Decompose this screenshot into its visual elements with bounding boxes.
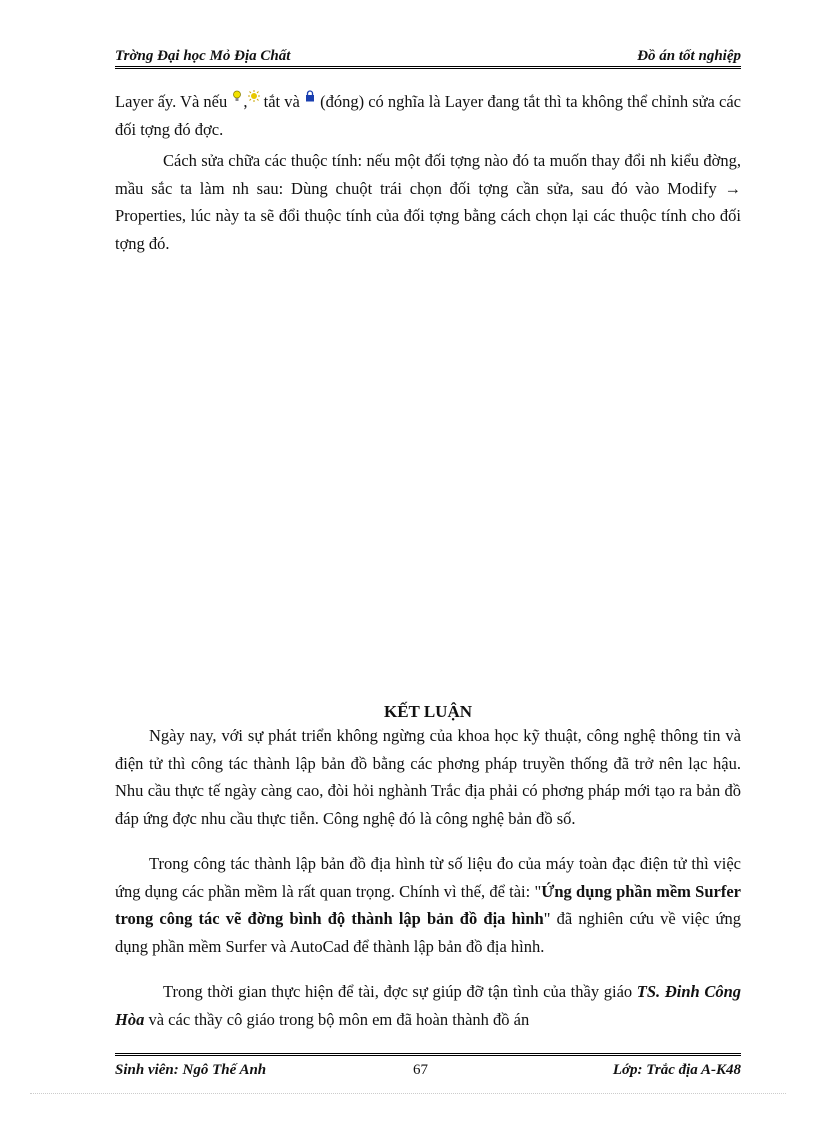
- conclusion-paragraph-2: Trong công tác thành lập bản đồ địa hình từ số liệu đo của máy toàn đạc điện tử thì việc ứng dụng các phần mềm là rất quan trọng. Chính vì thế, để tài: "Ứng dụng phần mềm Surfer trong công tác vẽ đờng bình độ thành lập bản đồ địa hình" đã nghiên cứu về việc ứng dụng phần mềm Surfer và AutoCad để thành lập bản đồ địa hình.: [115, 854, 742, 956]
- lightbulb-icon: [231, 90, 243, 102]
- header-doc-type: Đồ án tốt nghiệp: [637, 48, 741, 64]
- page-header: [115, 48, 741, 66]
- header-university: Trờng Đại học Mỏ Địa Chất: [115, 48, 291, 64]
- header-rule: [115, 66, 741, 69]
- advisor-name: TS. Đinh Công Hòa: [115, 982, 741, 1029]
- paragraph-edit-properties: Cách sửa chữa các thuộc tính: nếu một đối tợng nào đó ta muốn thay đổi nh kiểu đờng, mầu sắc ta làm nh sau: Dùng chuột trái chọn đối tợng cần sửa, sau đó vào Modify → Properties, lúc này ta sẽ đổi thuộc tính của đối tợng bằng cách chọn lại các thuộc tính cho đối tợng đó.: [115, 151, 741, 253]
- page-edge-divider: [30, 1093, 786, 1094]
- footer-rule: [115, 1053, 741, 1056]
- page-number: 67: [413, 1062, 428, 1078]
- arrow-right-icon: →: [724, 178, 741, 198]
- footer-student: Sinh viên: Ngô Thế Anh: [115, 1062, 267, 1078]
- conclusion-heading: KẾT LUẬN: [383, 702, 472, 721]
- paragraph-layer-state: Layer ấy. Và nếu , tắt và (đóng) có nghĩa là Layer đang tắt thì ta không thể chỉnh sửa các đối tợng đó đợc.: [115, 92, 741, 139]
- conclusion-paragraph-1: Ngày nay, với sự phát triển không ngừng của khoa học kỹ thuật, công nghệ thông tin và điện tử thì công tác thành lập bản đồ bằng các phơng pháp truyền thống đã trở nên lạc hậu. Nhu cầu thực tế ngày càng cao, đòi hỏi nghành Trắc địa phải có phơng pháp mới tạo ra bản đồ đáp ứng đợc nhu cầu thực tiễn. Công nghệ đó là công nghệ bản đồ số.: [115, 726, 741, 828]
- conclusion-paragraph-3: Trong thời gian thực hiện để tài, đợc sự giúp đỡ tận tình của thầy giáo TS. Đinh Công Hòa và các thầy cô giáo trong bộ môn em đã hoàn thành đồ án: [115, 982, 741, 1029]
- footer-class: Lớp: Trắc địa A-K48: [612, 1062, 741, 1078]
- thesis-title: Ứng dụng phần mềm Surfer trong công tác vẽ đờng bình độ thành lập bản đồ địa hình: [115, 881, 741, 928]
- lock-icon: [304, 90, 316, 102]
- sun-icon: [248, 90, 260, 102]
